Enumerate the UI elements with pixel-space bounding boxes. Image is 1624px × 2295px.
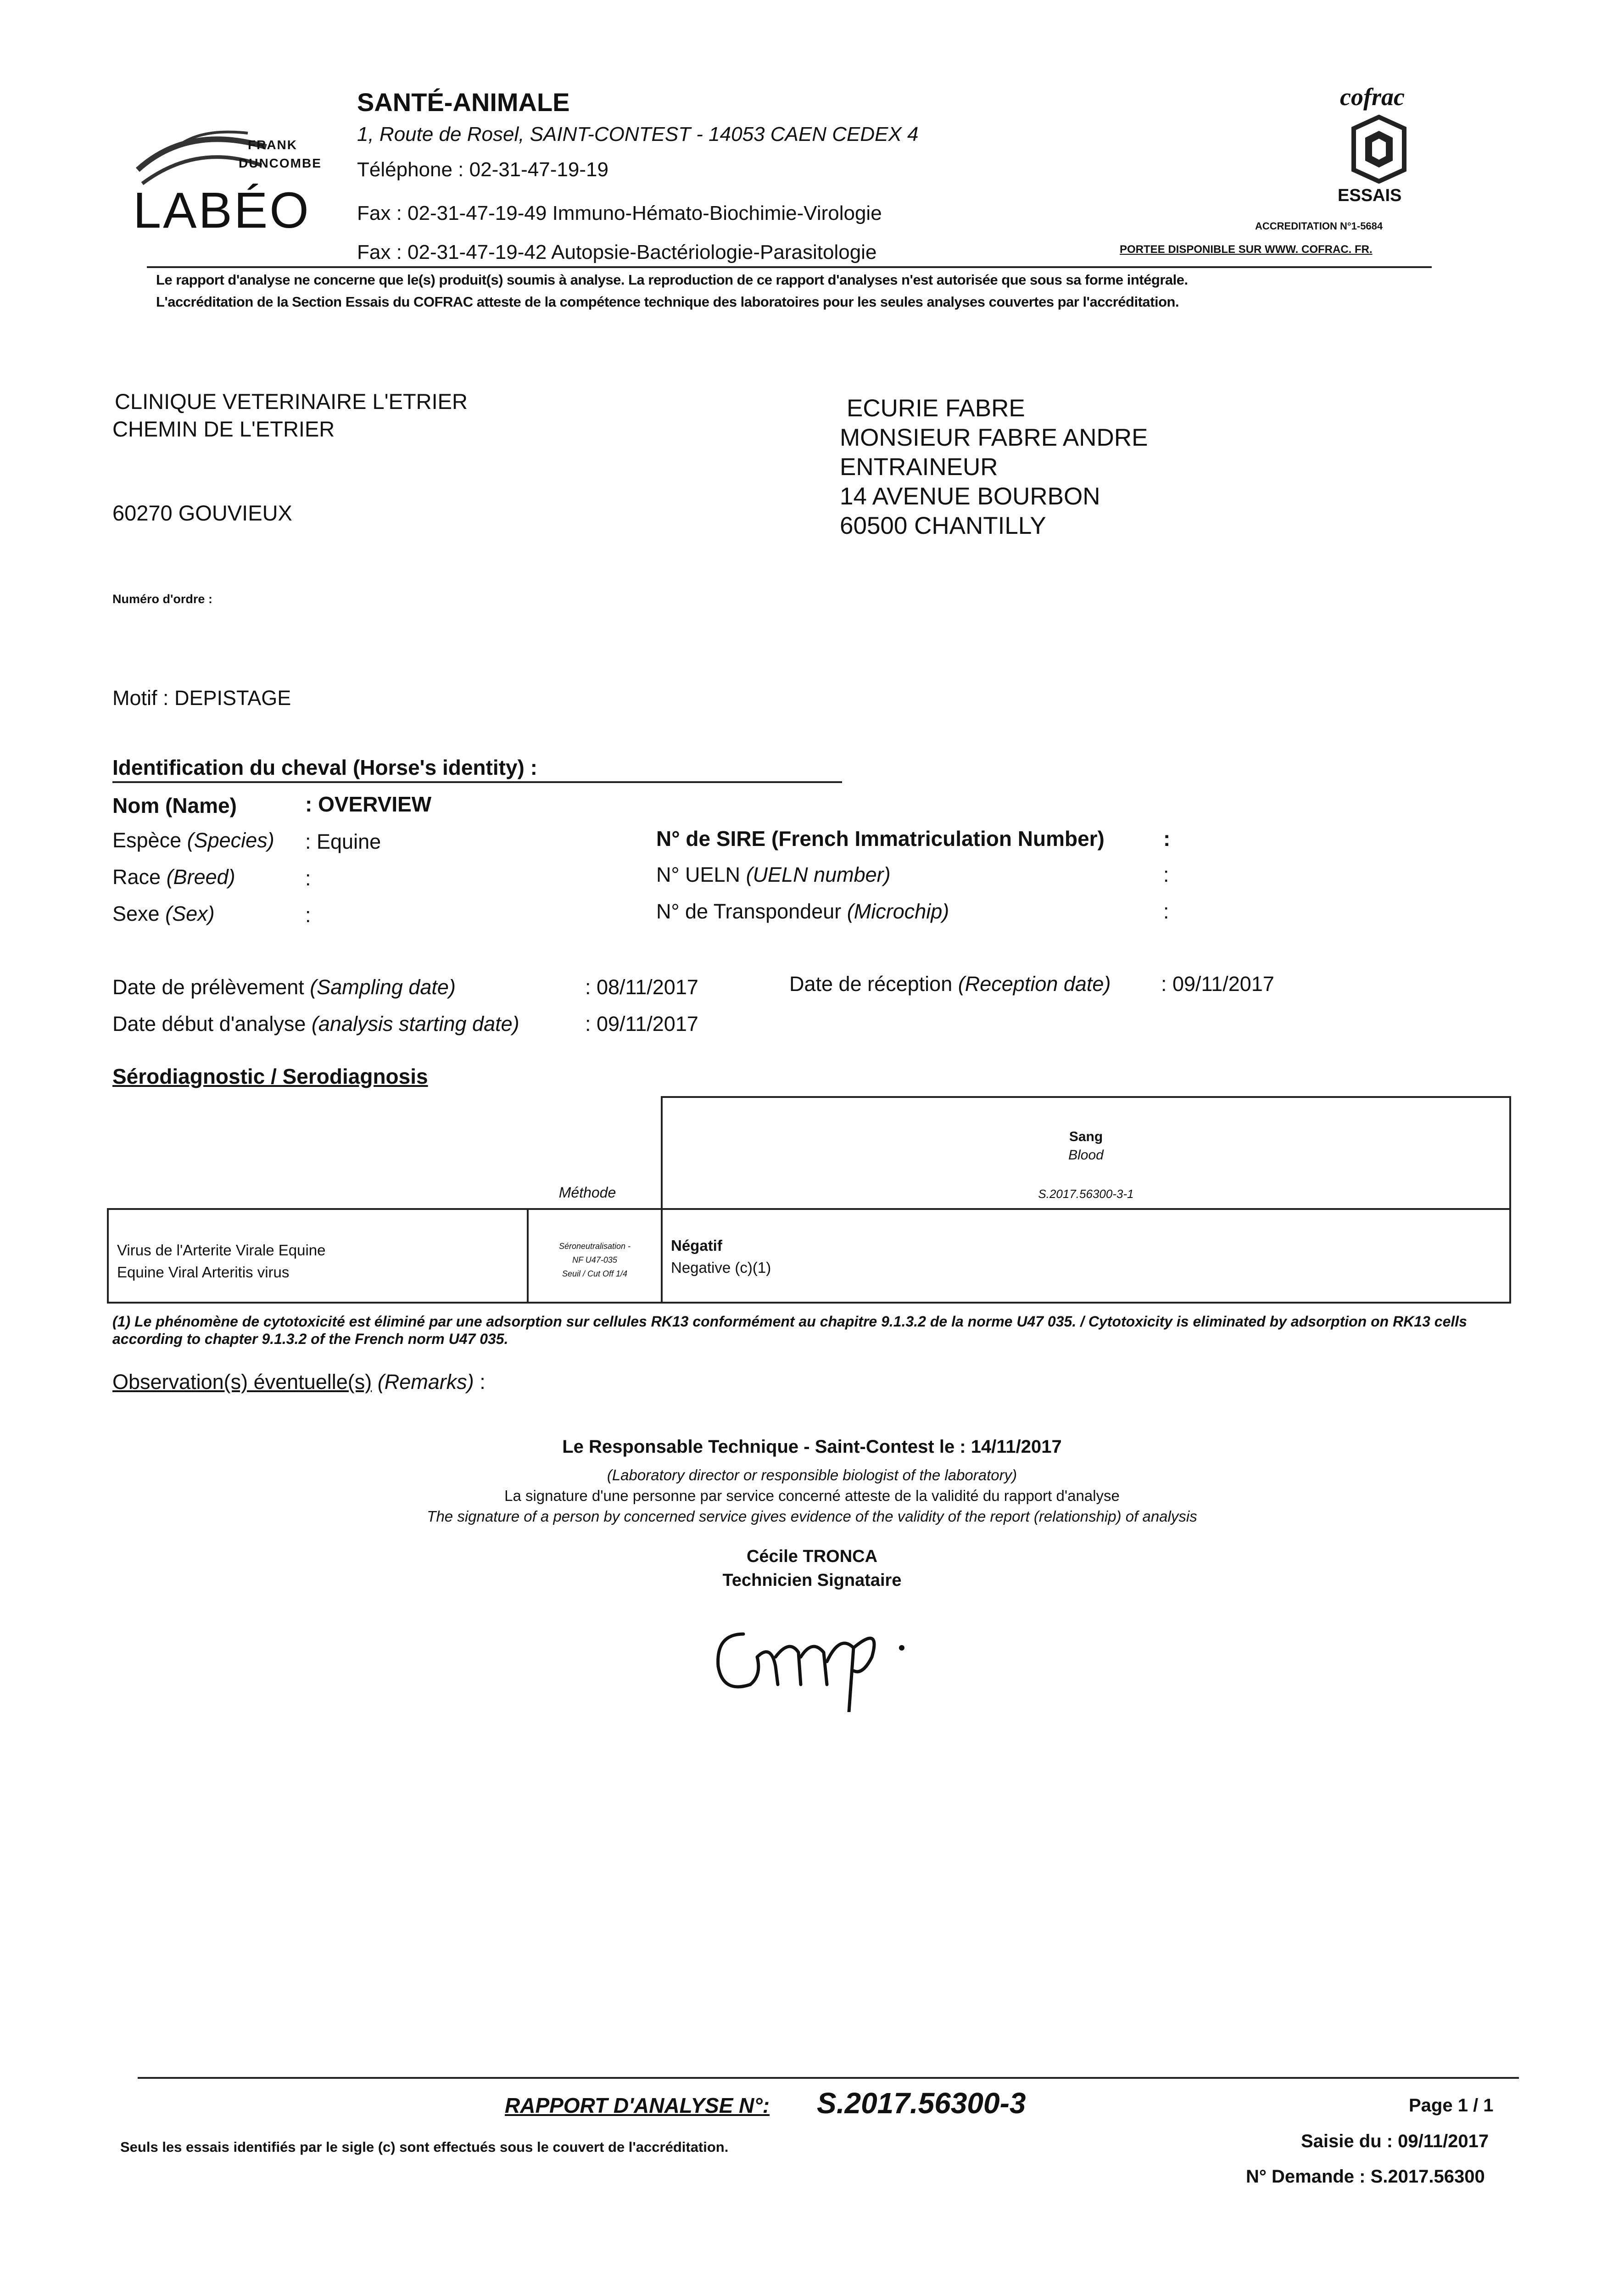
page-number: Page 1 / 1 [1409, 2095, 1494, 2116]
footer-divider [138, 2077, 1519, 2079]
recipient-line-2: MONSIEUR FABRE ANDRE [840, 424, 1148, 451]
saisie-date: Saisie du : 09/11/2017 [1301, 2131, 1489, 2151]
identity-heading: Identification du cheval (Horse's identity) : [112, 756, 537, 779]
col-divider-2 [661, 1208, 663, 1304]
clinic-line-2: CHEMIN DE L'ETRIER [112, 417, 335, 441]
logo-frank: FRANK [248, 138, 297, 152]
lab-fax-2: Fax : 02-31-47-19-42 Autopsie-Bactériologie-Parasitologie [357, 241, 877, 263]
sire-label: N° de SIRE (French Immatriculation Number) [656, 827, 1105, 851]
cofrac-accreditation: ACCREDITATION N°1-5684 [1255, 220, 1383, 232]
motif: Motif : DEPISTAGE [112, 686, 291, 710]
species-label: Espèce (Species) [112, 828, 274, 852]
recipient-line-4: 14 AVENUE BOURBON [840, 483, 1100, 510]
result-fr: Négatif [671, 1237, 722, 1254]
ueln-label: N° UELN (UELN number) [656, 863, 891, 886]
reception-date-value: : 09/11/2017 [1161, 972, 1274, 996]
signature-title-en: (Laboratory director or responsible biologist of the laboratory) [607, 1467, 1017, 1483]
remarks-label: Observation(s) éventuelle(s) (Remarks) : [112, 1370, 486, 1394]
method-line-3: Seuil / Cut Off 1/4 [562, 1269, 628, 1278]
demande-number: N° Demande : S.2017.56300 [1246, 2166, 1485, 2187]
signature-validity-en: The signature of a person by concerned service gives evidence of the validity of the report (relationship) of analysis [427, 1508, 1197, 1525]
recipient-line-1: ECURIE FABRE [847, 395, 1025, 422]
sample-type: Sang [1069, 1129, 1103, 1144]
start-date-value: : 09/11/2017 [585, 1012, 698, 1036]
accreditation-note: Seuls les essais identifiés par le sigle (c) sont effectués sous le couvert de l'accréditation. [120, 2139, 729, 2155]
method-line-1: Séroneutralisation - [558, 1242, 631, 1251]
sex-value: : [305, 903, 311, 927]
clinic-line-1: CLINIQUE VETERINAIRE L'ETRIER [115, 389, 468, 414]
sire-value: : [1163, 827, 1171, 851]
start-date-label: Date début d'analyse (analysis starting date) [112, 1012, 519, 1036]
logo-duncombe: DUNCOMBE [239, 156, 322, 170]
logo-labeo: LABÉO [133, 182, 311, 239]
cofrac-emblem-icon [1345, 115, 1413, 184]
species-value: : Equine [305, 830, 381, 853]
breed-label: Race (Breed) [112, 865, 235, 889]
signature-title: Le Responsable Technique - Saint-Contest le : 14/11/2017 [562, 1437, 1062, 1457]
cofrac-essais: ESSAIS [1338, 186, 1402, 205]
lab-name: SANTÉ-ANIMALE [357, 88, 570, 117]
signature-validity-fr: La signature d'une personne par service concerné atteste de la validité du rapport d'analyse [504, 1487, 1120, 1504]
signatory-name: Cécile TRONCA [746, 1547, 878, 1566]
method-line-2: NF U47-035 [572, 1255, 617, 1265]
handwritten-signature-icon [707, 1606, 945, 1712]
transponder-label: N° de Transpondeur (Microchip) [656, 900, 949, 923]
cofrac-brand: cofrac [1340, 83, 1405, 111]
cytotoxicity-footnote: (1) Le phénomène de cytotoxicité est éliminé par une adsorption sur cellules RK13 conformément au chapitre 9.1.3.2 de la norme U47 035. / Cytotoxicity is eliminated by adsorption on RK13 cells according to chapter 9.1.3.2 of the French norm U47 035. [112, 1313, 1467, 1347]
clinic-line-3: 60270 GOUVIEUX [112, 501, 292, 525]
lab-fax-1: Fax : 02-31-47-19-49 Immuno-Hémato-Biochimie-Virologie [357, 202, 882, 224]
serodiagnosis-heading: Sérodiagnostic / Serodiagnosis [112, 1064, 428, 1088]
lab-phone: Téléphone : 02-31-47-19-19 [357, 158, 608, 181]
recipient-line-5: 60500 CHANTILLY [840, 512, 1046, 539]
reception-date-label: Date de réception (Reception date) [789, 972, 1111, 996]
sample-type-en: Blood [1068, 1148, 1104, 1163]
sampling-date-value: : 08/11/2017 [585, 975, 698, 999]
name-label: Nom (Name) [112, 794, 237, 817]
sampling-date-label: Date de prélèvement (Sampling date) [112, 975, 456, 999]
order-number-label: Numéro d'ordre : [112, 592, 212, 606]
sex-label: Sexe (Sex) [112, 902, 215, 925]
report-label: RAPPORT D'ANALYSE N°: [505, 2093, 770, 2117]
recipient-line-3: ENTRAINEUR [840, 453, 998, 481]
signatory-role: Technicien Signataire [722, 1571, 902, 1590]
lab-address: 1, Route de Rosel, SAINT-CONTEST - 14053 CAEN CEDEX 4 [357, 123, 919, 146]
breed-value: : [305, 867, 311, 890]
identity-underline [112, 781, 842, 783]
report-number: S.2017.56300-3 [817, 2087, 1026, 2120]
name-value: : OVERVIEW [305, 792, 432, 816]
ueln-value: : [1163, 863, 1169, 886]
method-header: Méthode [558, 1184, 616, 1201]
sample-id: S.2017.56300-3-1 [1038, 1187, 1134, 1201]
transponder-value: : [1163, 900, 1169, 923]
analyte-fr: Virus de l'Arterite Virale Equine [117, 1242, 326, 1259]
header-divider [147, 266, 1432, 268]
result-en: Negative (c)(1) [671, 1259, 771, 1276]
cofrac-portee: PORTEE DISPONIBLE SUR WWW. COFRAC. FR. [1120, 243, 1373, 256]
disclaimer-2: L'accréditation de la Section Essais du COFRAC atteste de la compétence technique des laboratoires pour les seules analyses couvertes par l'accréditation. [156, 294, 1179, 310]
analyte-en: Equine Viral Arteritis virus [117, 1264, 290, 1281]
disclaimer-1: Le rapport d'analyse ne concerne que le(s) produit(s) soumis à analyse. La reproduction de ce rapport d'analyses n'est autorisée que sous sa forme intégrale. [156, 272, 1188, 288]
